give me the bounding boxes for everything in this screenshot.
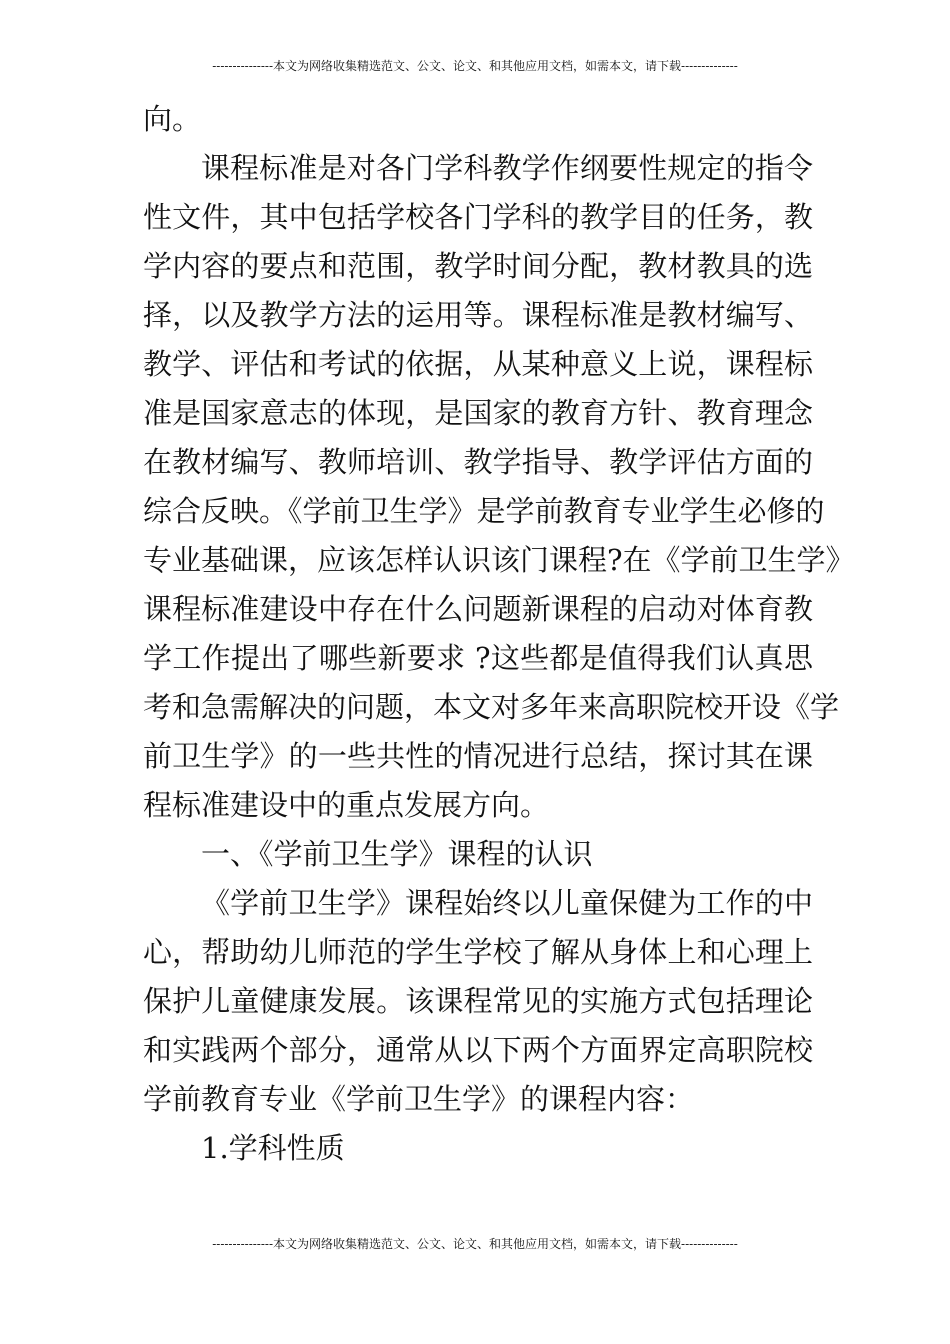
paragraph-3-line-3: 和实践两个部分，通常从以下两个方面界定高职院校 (143, 1033, 813, 1067)
paragraph-1-line-0: 课程标准是对各门学科教学作纲要性规定的指令 (201, 151, 813, 185)
paragraph-1-line-11: 考和急需解决的问题，本文对多年来高职院校开设《学 (143, 690, 840, 724)
paragraph-3-line-4: 学前教育专业《学前卫生学》的课程内容： (143, 1082, 695, 1116)
section-heading-1: 一、《学前卫生学》课程的认识 (201, 837, 593, 871)
paragraph-1-line-1: 性文件，其中包括学校各门学科的教学目的任务，教 (143, 200, 813, 234)
page-header-note: ---------------本文为网络收集精选范文、公文、论文、和其他应用文档，如需本文，请下载-------------- (212, 59, 738, 73)
paragraph-1-line-10: 学工作提出了哪些新要求 ?这些都是值得我们认真思 (143, 641, 813, 675)
paragraph-0-line-0: 向。 (143, 102, 202, 136)
paragraph-1-line-3: 择，以及教学方法的运用等。课程标准是教材编写、 (143, 298, 813, 332)
subsection-heading-1: 1.学科性质 (201, 1131, 345, 1165)
paragraph-1-line-13: 程标准建设中的重点发展方向。 (143, 788, 550, 822)
paragraph-3-line-2: 保护儿童健康发展。该课程常见的实施方式包括理论 (143, 984, 813, 1018)
paragraph-3-line-0: 《学前卫生学》课程始终以儿童保健为工作的中 (201, 886, 813, 920)
paragraph-1-line-5: 准是国家意志的体现，是国家的教育方针、教育理念 (143, 396, 813, 430)
document-body (143, 95, 855, 1173)
page-footer-note: ---------------本文为网络收集精选范文、公文、论文、和其他应用文档，如需本文，请下载-------------- (212, 1237, 738, 1251)
paragraph-1-line-4: 教学、评估和考试的依据，从某种意义上说，课程标 (143, 347, 813, 381)
paragraph-1-line-2: 学内容的要点和范围，教学时间分配，教材教具的选 (143, 249, 813, 283)
paragraph-3-line-1: 心，帮助幼儿师范的学生学校了解从身体上和心理上 (143, 935, 813, 969)
paragraph-1-line-8: 专业基础课，应该怎样认识该门课程?在《学前卫生学》 (143, 543, 855, 577)
paragraph-1-line-12: 前卫生学》的一些共性的情况进行总结，探讨其在课 (143, 739, 813, 773)
paragraph-1-line-9: 课程标准建设中存在什么问题新课程的启动对体育教 (143, 592, 813, 626)
paragraph-1-line-7: 综合反映。《学前卫生学》是学前教育专业学生必修的 (143, 494, 825, 528)
paragraph-1-line-6: 在教材编写、教师培训、教学指导、教学评估方面的 (143, 445, 813, 479)
